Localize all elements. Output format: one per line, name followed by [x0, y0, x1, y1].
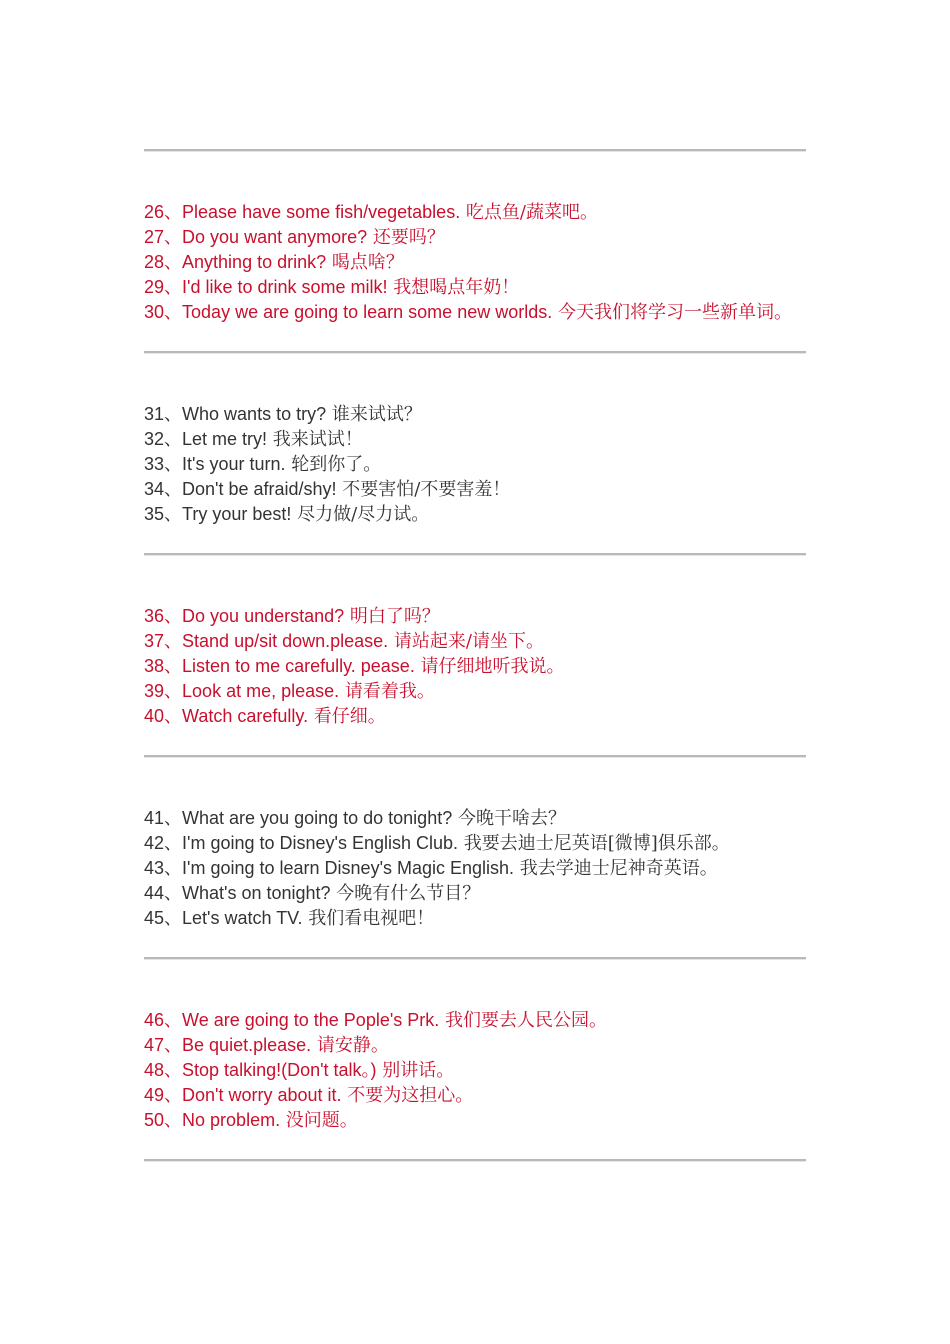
phrase-line [144, 806, 806, 831]
phrase-english: It's your turn. [182, 454, 286, 474]
phrase-line [144, 604, 806, 629]
phrase-english: What are you going to do tonight? [182, 808, 453, 828]
phrase-number: 36、 [144, 606, 183, 626]
phrase-chinese: 请站起来/请坐下。 [388, 631, 544, 652]
phrase-english: I'm going to Disney's English Club. [182, 833, 459, 853]
phrase-line [144, 402, 806, 427]
phrase-number: 47、 [144, 1035, 183, 1055]
phrase-number: 30、 [144, 302, 183, 322]
phrase-line [144, 654, 806, 679]
phrase-chinese: 我们要去人民公园。 [439, 1010, 608, 1031]
phrase-line [144, 275, 806, 300]
phrase-chinese: 今晚有什么节目？ [330, 883, 481, 904]
phrase-line [144, 502, 806, 527]
phrase-line [144, 1108, 806, 1133]
phrase-line [144, 300, 806, 325]
phrase-chinese: 请安静。 [311, 1035, 389, 1056]
phrase-group [144, 604, 806, 729]
phrase-line [144, 856, 806, 881]
phrase-number: 34、 [144, 479, 183, 499]
phrase-number: 42、 [144, 833, 183, 853]
phrase-line [144, 1008, 806, 1033]
phrase-number: 46、 [144, 1010, 183, 1030]
document-page [144, 0, 806, 1162]
phrase-number: 50、 [144, 1110, 183, 1130]
phrase-number: 43、 [144, 858, 183, 878]
phrase-chinese: 不要为这担心。 [341, 1085, 474, 1106]
phrase-english: Let's watch TV. [182, 908, 303, 928]
phrase-chinese: 吃点鱼/蔬菜吧。 [460, 202, 598, 223]
phrase-number: 45、 [144, 908, 183, 928]
phrase-english: I'd like to drink some milk! [182, 277, 388, 297]
phrase-english: Try your best! [182, 504, 292, 524]
phrase-chinese: 别讲话。 [376, 1060, 455, 1081]
phrase-english: Who wants to try? [182, 404, 327, 424]
phrase-chinese: 我要去迪士尼英语[微博]俱乐部。 [458, 833, 730, 854]
phrase-line [144, 477, 806, 502]
phrase-line [144, 452, 806, 477]
phrase-chinese: 我们看电视吧！ [302, 908, 435, 929]
phrase-number: 28、 [144, 252, 183, 272]
phrase-english: Be quiet.please. [182, 1035, 312, 1055]
phrase-chinese: 明白了吗？ [344, 606, 440, 627]
phrase-chinese: 请仔细地听我说。 [414, 656, 565, 677]
phrase-chinese: 我来试试！ [267, 429, 363, 450]
phrase-number: 31、 [144, 404, 183, 424]
phrase-chinese: 轮到你了。 [285, 454, 382, 475]
phrase-english: Today we are going to learn some new worlds. [182, 302, 553, 322]
phrase-line [144, 629, 806, 654]
phrase-english: Look at me, please. [182, 681, 340, 701]
phrase-chinese: 尽力做/尽力试。 [291, 504, 430, 525]
phrase-english: Stand up/sit down.please. [182, 631, 389, 651]
horizontal-rule [144, 149, 806, 152]
phrase-line [144, 906, 806, 931]
phrase-number: 49、 [144, 1085, 183, 1105]
phrase-number: 29、 [144, 277, 183, 297]
phrase-group [144, 1008, 806, 1133]
phrase-english: Listen to me carefully. pease. [182, 656, 415, 676]
phrase-english: What's on tonight? [182, 883, 331, 903]
phrase-number: 32、 [144, 429, 183, 449]
horizontal-rule [144, 1159, 806, 1162]
phrase-english: Don't worry about it. [182, 1085, 342, 1105]
phrase-english: Anything to drink? [182, 252, 327, 272]
phrase-number: 40、 [144, 706, 183, 726]
phrase-number: 41、 [144, 808, 183, 828]
phrase-number: 38、 [144, 656, 183, 676]
phrase-group [144, 200, 806, 325]
phrase-number: 26、 [144, 202, 183, 222]
phrase-english: Stop talking!(Don't talk。) [182, 1060, 377, 1080]
phrase-english: Don't be afraid/shy! [182, 479, 337, 499]
phrase-line [144, 1058, 806, 1083]
phrase-line [144, 225, 806, 250]
phrase-number: 35、 [144, 504, 183, 524]
phrase-number: 48、 [144, 1060, 183, 1080]
phrase-line [144, 831, 806, 856]
phrase-english: Let me try! [182, 429, 268, 449]
phrase-chinese: 没问题。 [280, 1110, 358, 1131]
phrase-line [144, 679, 806, 704]
phrase-chinese: 我想喝点年奶！ [387, 277, 520, 298]
phrase-english: Watch carefully. [182, 706, 309, 726]
horizontal-rule [144, 957, 806, 960]
phrase-group [144, 402, 806, 527]
horizontal-rule [144, 755, 806, 758]
phrase-chinese: 不要害怕/不要害羞！ [336, 479, 511, 500]
phrase-chinese: 谁来试试？ [326, 404, 422, 425]
horizontal-rule [144, 351, 806, 354]
phrase-line [144, 250, 806, 275]
phrase-line [144, 1083, 806, 1108]
phrase-english: We are going to the Pople's Prk. [182, 1010, 440, 1030]
phrase-line [144, 881, 806, 906]
horizontal-rule [144, 553, 806, 556]
phrase-number: 33、 [144, 454, 183, 474]
phrase-english: Please have some fish/vegetables. [182, 202, 461, 222]
phrase-chinese: 今天我们将学习一些新单词。 [552, 302, 792, 323]
phrase-number: 44、 [144, 883, 183, 903]
phrase-line [144, 1033, 806, 1058]
phrase-chinese: 今晚干啥去？ [452, 808, 566, 829]
phrase-number: 37、 [144, 631, 183, 651]
phrase-groups [144, 200, 806, 1162]
phrase-english: I'm going to learn Disney's Magic English. [182, 858, 515, 878]
phrase-english: Do you want anymore? [182, 227, 368, 247]
phrase-chinese: 我去学迪士尼神奇英语。 [514, 858, 718, 879]
phrase-chinese: 请看着我。 [339, 681, 435, 702]
phrase-english: Do you understand? [182, 606, 345, 626]
phrase-number: 39、 [144, 681, 183, 701]
phrase-chinese: 看仔细。 [308, 706, 386, 727]
phrase-chinese: 喝点啥？ [326, 252, 404, 273]
phrase-line [144, 427, 806, 452]
phrase-line [144, 200, 806, 225]
phrase-line [144, 704, 806, 729]
phrase-english: No problem. [182, 1110, 281, 1130]
phrase-chinese: 还要吗？ [367, 227, 445, 248]
phrase-number: 27、 [144, 227, 183, 247]
phrase-group [144, 806, 806, 931]
